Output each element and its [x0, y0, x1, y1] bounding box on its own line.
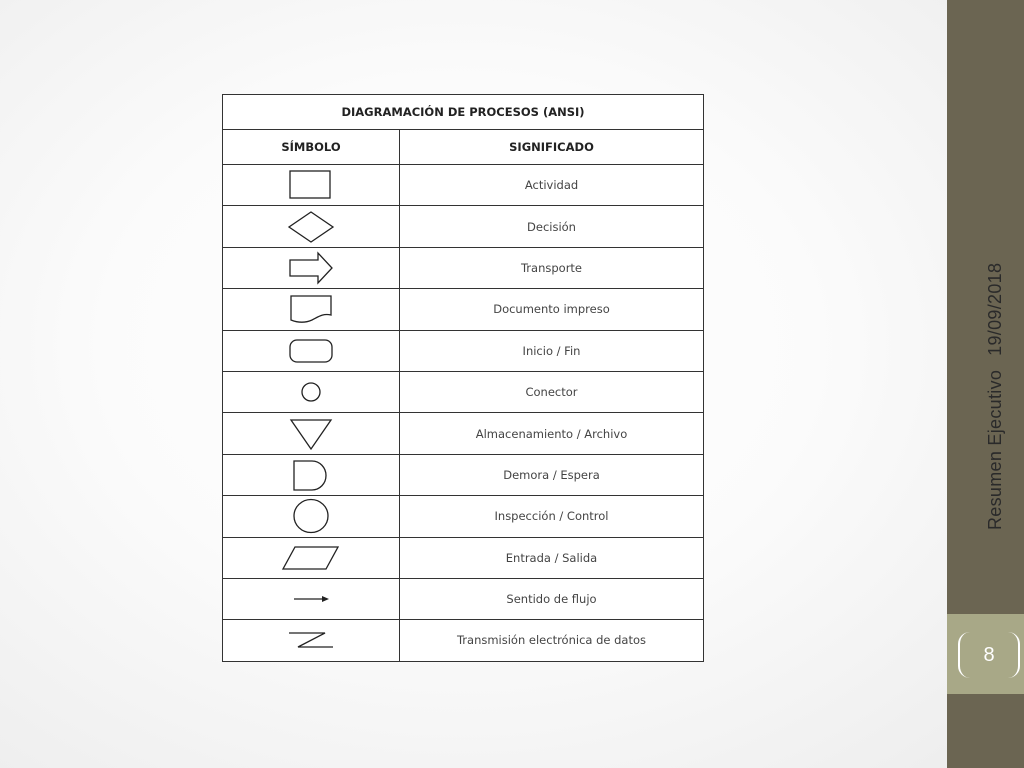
table-row	[223, 206, 704, 247]
parallelogram-io-icon	[281, 544, 341, 572]
vertical-footer	[985, 263, 1006, 530]
row-meaning: Entrada / Salida	[400, 537, 704, 578]
row-meaning: Demora / Espera	[400, 454, 704, 495]
row-meaning: Transporte	[400, 247, 704, 288]
table-row	[223, 620, 704, 661]
row-meaning: Inicio / Fin	[400, 330, 704, 371]
diamond-decision-icon	[286, 210, 336, 244]
meaning-column-header: SIGNIFICADO	[400, 130, 704, 165]
inverted-triangle-storage-icon	[288, 417, 334, 451]
symbol-column-header: SÍMBOLO	[223, 130, 400, 165]
table-title-row	[223, 95, 704, 130]
table-row	[223, 289, 704, 330]
table-row	[223, 537, 704, 578]
table-title: DIAGRAMACIÓN DE PROCESOS (ANSI)	[223, 95, 704, 130]
footer-date: 19/09/2018	[985, 262, 1005, 356]
table-row	[223, 496, 704, 537]
row-meaning: Actividad	[400, 165, 704, 206]
footer-text: Resumen Ejecutivo	[985, 369, 1005, 530]
small-circle-connector-icon	[299, 380, 323, 404]
table-row	[223, 247, 704, 288]
table-row	[223, 371, 704, 412]
table-header-row	[223, 130, 704, 165]
block-arrow-transport-icon	[288, 251, 334, 285]
table-row	[223, 454, 704, 495]
row-meaning: Sentido de flujo	[400, 578, 704, 619]
row-meaning: Inspección / Control	[400, 496, 704, 537]
row-meaning: Conector	[400, 371, 704, 412]
large-circle-inspection-icon	[291, 497, 331, 535]
row-meaning: Transmisión electrónica de datos	[400, 620, 704, 661]
page-number-badge: 8	[958, 632, 1020, 678]
table-row	[223, 330, 704, 371]
table-row	[223, 413, 704, 454]
ansi-symbol-table	[222, 94, 704, 662]
table-row	[223, 165, 704, 206]
rectangle-activity-icon	[288, 169, 334, 201]
row-meaning: Decisión	[400, 206, 704, 247]
d-shape-delay-icon	[290, 458, 332, 492]
table-row	[223, 578, 704, 619]
row-meaning: Almacenamiento / Archivo	[400, 413, 704, 454]
zigzag-transmission-icon	[285, 628, 337, 652]
row-meaning: Documento impreso	[400, 289, 704, 330]
rounded-terminator-icon	[288, 337, 334, 365]
wavy-document-icon	[288, 293, 334, 325]
flow-arrow-icon	[291, 593, 331, 605]
